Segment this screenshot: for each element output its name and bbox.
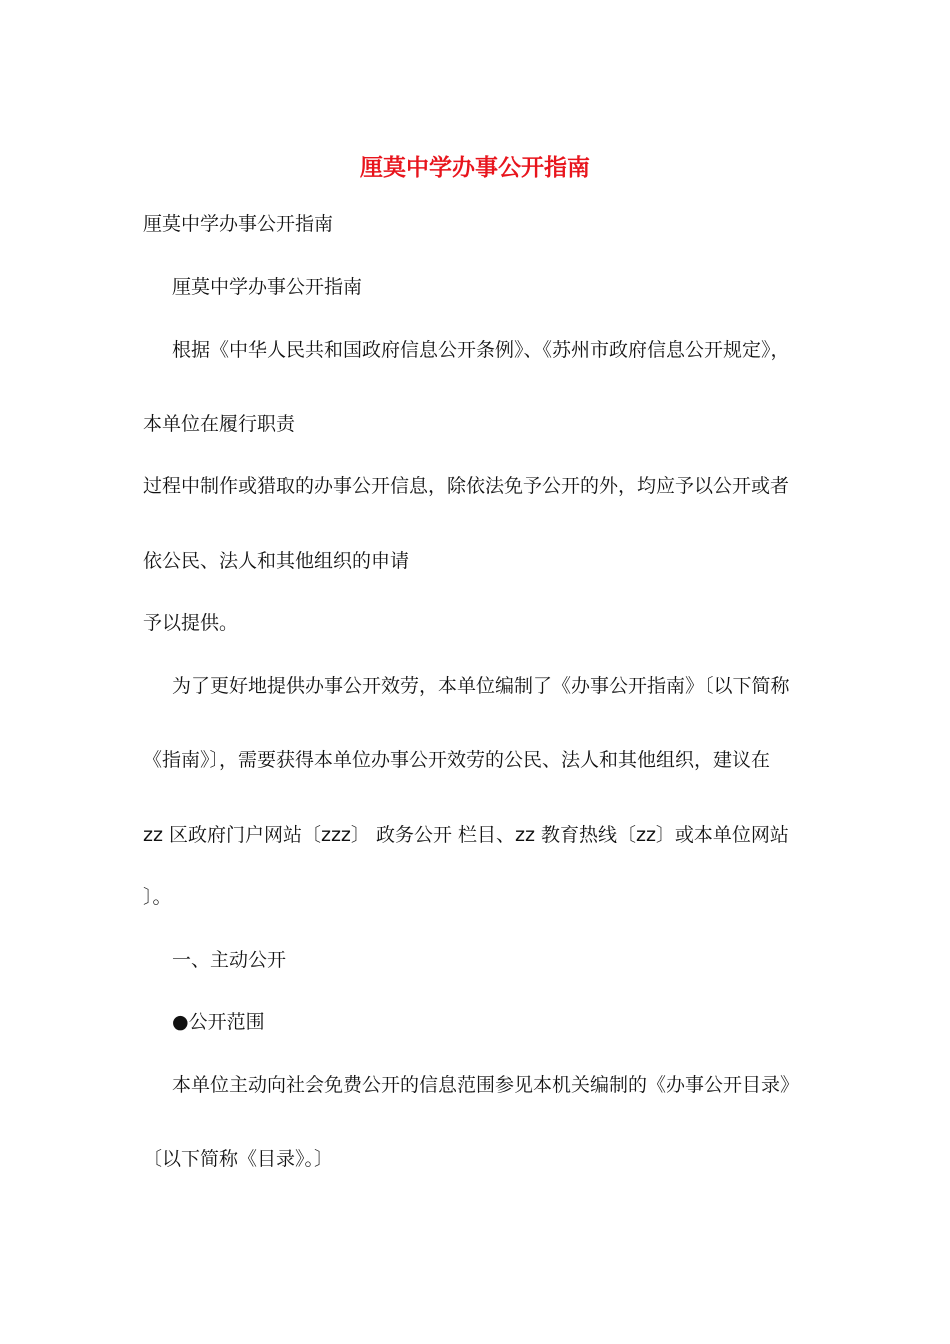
text-line-4: 本单位在履行职责 bbox=[143, 413, 296, 435]
text-line-8: 为了更好地提供办事公开效劳，本单位编制了《办事公开指南》〔以下简称 bbox=[172, 675, 790, 697]
text-line-5: 过程中制作或猎取的办事公开信息，除依法免予公开的外，均应予以公开或者 bbox=[143, 475, 790, 497]
text-line-2: 厘莫中学办事公开指南 bbox=[172, 276, 363, 298]
text-line-14: 本单位主动向社会免费公开的信息范围参见本机关编制的《办事公开目录》 bbox=[172, 1074, 800, 1096]
text-line-10: zz 区政府门户网站〔zzz〕 政务公开 栏目、zz 教育热线〔zz〕或本单位网站 bbox=[143, 824, 789, 846]
text-line-1: 厘莫中学办事公开指南 bbox=[143, 213, 334, 235]
text-line-3: 根据《中华人民共和国政府信息公开条例》、《苏州市政府信息公开规定》， bbox=[172, 339, 790, 361]
bullet-disclosure-scope: ●公开范围 bbox=[172, 1011, 265, 1033]
text-line-9: 《指南》〕，需要获得本单位办事公开效劳的公民、法人和其他组织，建议在 bbox=[143, 749, 771, 771]
document-title: 厘莫中学办事公开指南 bbox=[360, 154, 590, 181]
text-line-7: 予以提供。 bbox=[143, 612, 239, 634]
text-line-15: 〔以下简称《目录》。〕 bbox=[143, 1148, 334, 1170]
text-line-6: 依公民、法人和其他组织的申请 bbox=[143, 550, 410, 572]
section-heading-active-disclosure: 一、主动公开 bbox=[172, 949, 287, 971]
text-line-11: 〕。 bbox=[143, 886, 172, 908]
